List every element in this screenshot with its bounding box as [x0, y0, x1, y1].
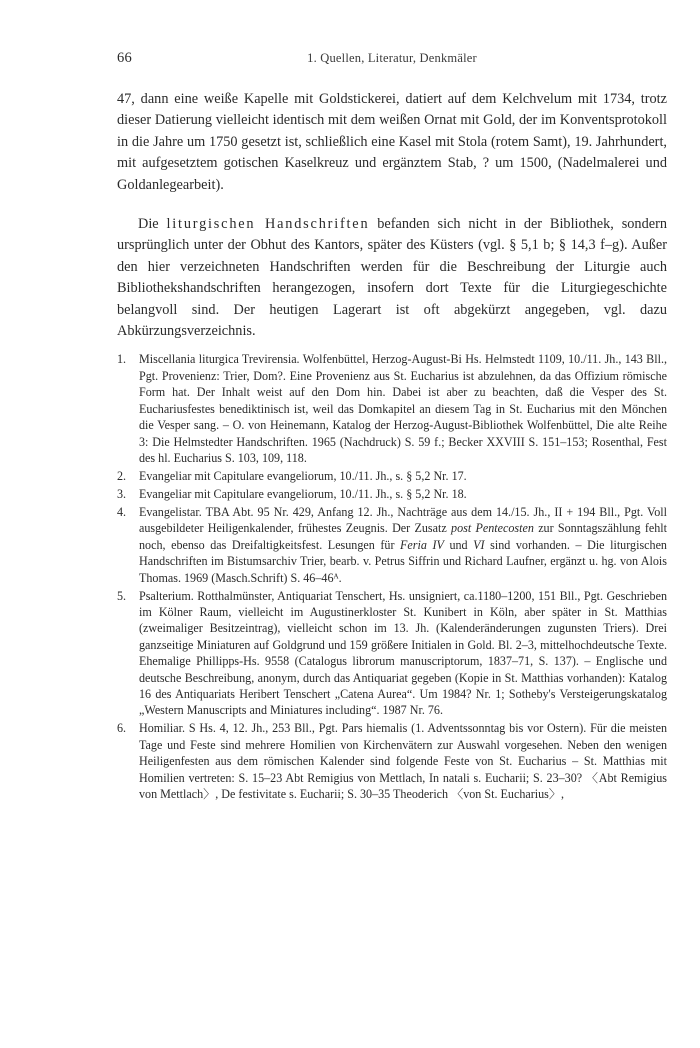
paragraph-rest: befanden sich nicht in der Bibliothek, sondern ursprünglich unter der Obhut des Kantors, später des Küsters (vgl. § 5,1 b; § 14,3 f–g). Außer den hier verzeichneten Handschriften werden für die Beschreibung der Liturgie auch Bibliothekshandschriften herangezogen, insofern dort Texte für die Liturgiegeschichte belangvoll sind. Der heutigen Lagerart ist oft abgekürzt angegeben, vgl. dazu Abkürzungsverzeichnis.	[117, 216, 667, 340]
item-italic: Feria IV	[400, 537, 444, 552]
item-italic: post Pentecosten	[451, 521, 534, 536]
list-item	[117, 588, 667, 719]
list-item	[117, 468, 667, 484]
running-title: 1. Quellen, Literatur, Denkmäler	[307, 51, 477, 65]
item-text: Miscellania liturgica Trevirensia. Wolfenbüttel, Herzog-August-Bi Hs. Helmstedt 1109, 10./11. Jh., 143 Bll., Pgt. Provenienz: Trier, Dom?. Eine Provenienz aus St. Eucharius ist abzulehnen, da das Offizium römische Form hat. Der Inhalt weist auf den Dom hin. Dabei ist aber zu beachten, daß die Vesper des St. Euchariusfestes benediktinisch ist, weil das Domkapitel an diesem Tag in St. Eucharius mit den Mönchen die Vesper sang. – O. von Heinemann, Katalog der Herzog-August-Bibliothek Wolfenbüttel, Die alte Reihe 3: Die Helmstedter Handschriften. 1965 (Nachdruck) S. 59 f.; Becker XXVIII S. 151–153; Rosenthal, Fest des hl. Eucharius S. 103, 109, 118.	[139, 352, 667, 465]
list-item	[117, 486, 667, 502]
list-item	[117, 504, 667, 586]
item-text-pre: Evangelistar. TBA Abt. 95 Nr. 429, Anfang 12. Jh., Nachträge aus dem 14./15. Jh., II + 194 Bll., Pgt. Voll ausgebildeter Heiligenkalender, frühestes Zeugnis. Der Zusatz	[139, 504, 667, 536]
page-header	[117, 50, 667, 72]
item-text-mid: und	[449, 537, 468, 552]
paragraph-lead: Die	[138, 216, 159, 233]
body-paragraph-2	[117, 214, 667, 342]
item-number: 5.	[117, 588, 127, 603]
item-text-post: sind vorhanden. – Die liturgischen Handschriften im Bistumsarchiv Trier, bearb. v. Petrus Siffrin und Richard Laufner, ergänzt u. hg. von Alois Thomas. 1969 (Masch.Schrift) S. 46–46ᴬ.	[139, 537, 667, 585]
item-text: Psalterium. Rotthalmünster, Antiquariat Tenschert, Hs. unsigniert, ca.1180–1200, 151 Bll., Pgt. Geschrieben im Kölner Raum, vielleicht im Augustinerkloster St. Kunibert in Köln, aber später in St. Matthias (zweimaliger Besitzeintrag), vielleicht schon im 13. Jh. (Kalenderänderungen zugunsten Triers). Drei ganzseitige Miniaturen auf Goldgrund und 159 größere Initialen in Gold. Bl. 2–3, mittelhochdeutsche Texte. Ehemalige Phillipps-Hs. 9558 (Catalogus librorum manuscriptorum, 1837–71, S. 137). – Englische und deutsche Beschreibung, anonym, durch das Antiquariat gegeben (Kopie in St. Matthias vorhanden): Katalog 16 des Antiquariats Heribert Tenschert „Catena Aurea“. Um 1984? Nr. 1; Sotheby's Versteigerungskatalog „Western Manuscripts and Miniatures including“. 1987 Nr. 76.	[139, 588, 667, 718]
item-number: 3.	[117, 486, 127, 501]
list-item	[117, 351, 667, 466]
item-text: Homiliar. S Hs. 4, 12. Jh., 253 Bll., Pgt. Pars hiemalis (1. Adventssonntag bis vor Ostern). Für die meisten Tage und Feste sind mehrere Homilien von Kirchenvätern zur Auswahl vorgesehen. Neben den wenigen Heiligenfesten aus dem römischen Kalender sind folgende Feste von St. Eucharius – St. Matthias mit Homilien vertreten: S. 15–23 Abt Remigius von Mettlach, In natali s. Eucharii; S. 23–30? 〈Abt Remigius von Mettlach〉, De festivitate s. Eucharii; S. 30–35 Theoderich 〈von St. Eucharius〉,	[139, 721, 667, 801]
item-number: 4.	[117, 504, 127, 519]
item-number: 1.	[117, 352, 127, 367]
item-text-mid: zur Sonntagszählung fehlt noch, ebenso das Dreifaltigkeitsfest. Lesungen für	[139, 521, 667, 552]
body-paragraph-1: 47, dann eine weiße Kapelle mit Goldstickerei, datiert auf dem Kelchvelum mit 1734, trotz dieser Datierung vielleicht identisch mit dem weißen Ornat mit Gold, der im Konventsprotokoll in die Jahre um 1750 gesetzt ist, schließlich eine Kasel mit Stola (rotem Samt), 19. Jahrhundert, mit aufgesetztem gotischen Kaselkreuz und ergänztem Stab, ? um 1500, (Nadelmalerei und Goldanlegearbeit).	[117, 91, 667, 193]
spaced-term: liturgischen Handschriften	[166, 216, 370, 233]
item-text: Evangeliar mit Capitulare evangeliorum, 10./11. Jh., s. § 5,2 Nr. 17.	[139, 468, 467, 483]
list-item	[117, 720, 667, 802]
item-italic: VI	[473, 537, 485, 552]
item-number: 2.	[117, 468, 127, 483]
item-number: 6.	[117, 721, 127, 736]
item-text: Evangeliar mit Capitulare evangeliorum, 10./11. Jh., s. § 5,2 Nr. 18.	[139, 486, 467, 501]
manuscript-list	[117, 351, 667, 802]
book-page	[117, 50, 667, 804]
page-number: 66	[117, 50, 132, 66]
